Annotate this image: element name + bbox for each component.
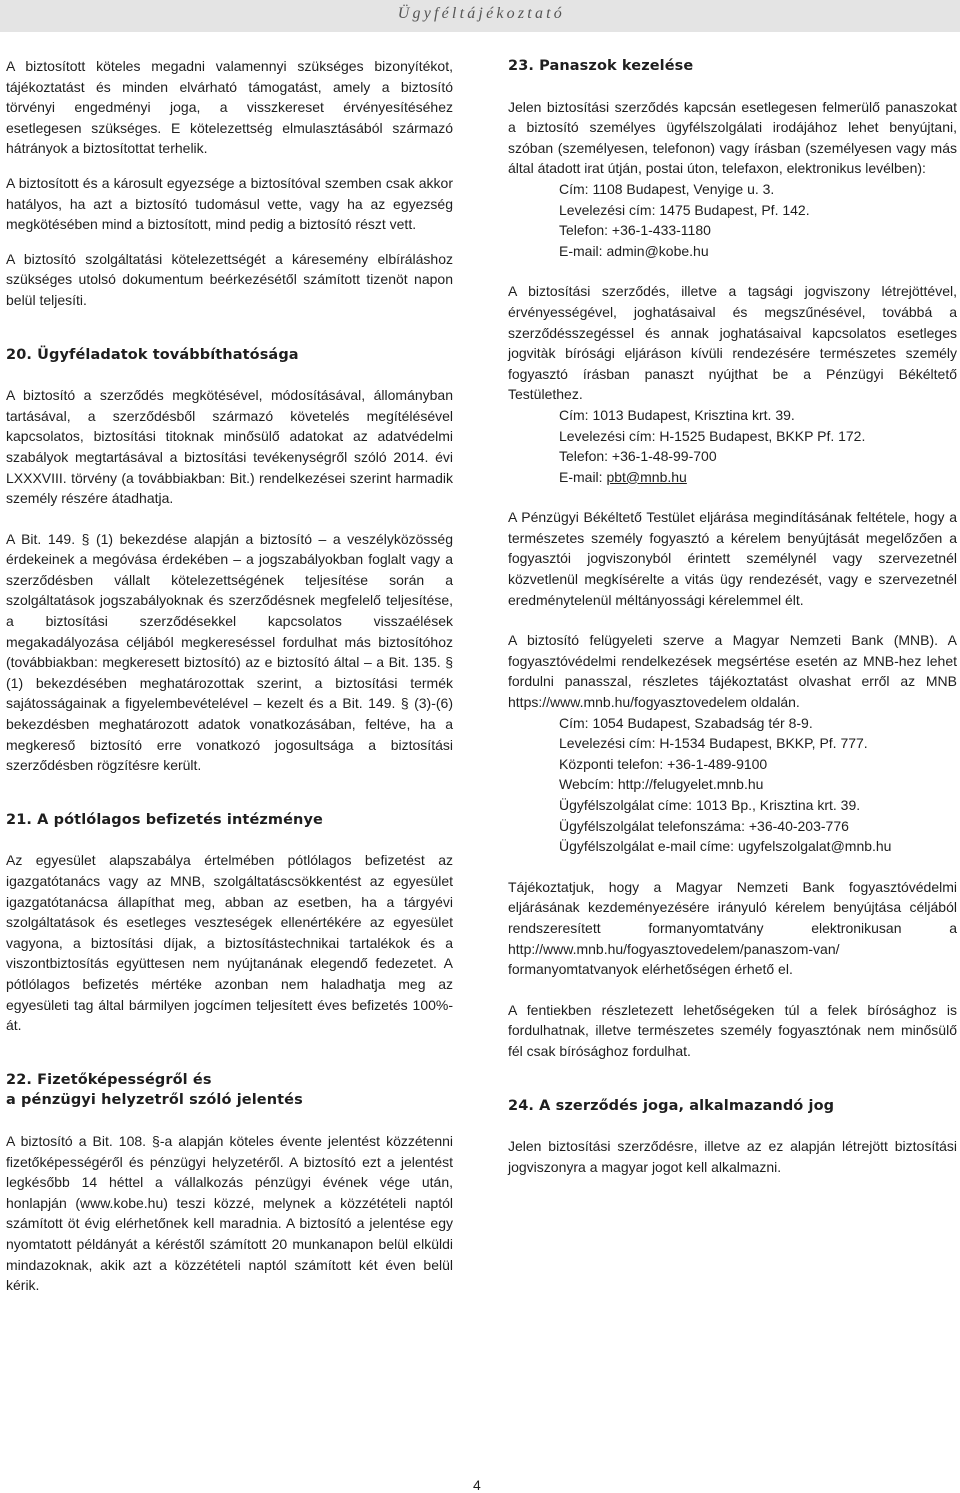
paragraph: A biztosító a Bit. 108. §-a alapján köteles évente jelentést közzétenni fizetőképességéről és pénzügyi helyzetéről. A biztosító ezt a jelentést legkésőbb 14 héttel a vállalkozás pénzügyi évének vége után, honlapján (www.kobe.hu) teszi közzé, melynek a közzétételi naptól számított öt évig elérhetőnek kell maradnia. A biztosító a jelentése egy nyomtatott példányát a kéréstől számított 20 munkanapon belül elküldi mindazoknak, akik azt a közzétételi naptól számított két éven belül kérik. bbox=[6, 1132, 453, 1294]
address-line: Központi telefon: +36-1-489-9100 bbox=[559, 755, 768, 772]
address-line: Ügyfélszolgálat címe: 1013 Bp., Krisztina krt. 39. bbox=[559, 797, 861, 813]
section-21-heading bbox=[6, 810, 453, 831]
section-22-heading bbox=[6, 1070, 453, 1111]
address-line: Cím: 1013 Budapest, Krisztina krt. 39. bbox=[559, 406, 795, 423]
section-title: Ügyféladatok továbbíthatósága bbox=[37, 346, 299, 363]
address-line: Cím: 1054 Budapest, Szabadság tér 8-9. bbox=[559, 714, 813, 731]
email-label: E-mail: bbox=[559, 468, 607, 485]
section-title: A pótlólagos befizetés intézménye bbox=[37, 811, 323, 828]
email-link[interactable]: pbt@mnb.hu bbox=[606, 468, 687, 485]
page-number: 4 bbox=[473, 1477, 481, 1493]
paragraph: A biztosító a szerződés megkötésével, módosításával, állományban tartásával, a szerződésből származó követelés megítélésével kapcsolatos, biztosítási titoknak minősülő adatokat az adatvédelmi szabályok megtartásával a biztosítási tevékenységről szóló 2014. évi LXXXVIII. törvény (a továbbiakban: Bit.) rendelkezései szerint harmadik személy részére átadhatja. bbox=[6, 387, 453, 507]
address-line: Cím: 1108 Budapest, Venyige u. 3. bbox=[559, 180, 775, 197]
paragraph: A biztosító felügyeleti szerve a Magyar Nemzeti Bank (MNB). A fogyasztóvédelmi rendelkezések megsértése esetén az MNB-hez lehet fordulni panasszal, részletes tájékoztatást olvashat erről az MNB https://www.mnb.hu/fogyasztovedelem oldalán. bbox=[508, 632, 957, 711]
header-title: Ügyféltájékoztató bbox=[397, 5, 565, 22]
section-24-heading bbox=[508, 1096, 957, 1117]
address-block-mnb bbox=[508, 713, 957, 857]
address-block-pbt bbox=[508, 405, 957, 487]
paragraph: A fentiekben részletezett lehetőségeken túl a felek bírósághoz is fordulhatnak, illetve természetes személy fogyasztónak nem minősülő fél csak bírósághoz fordulhat. bbox=[508, 1001, 957, 1059]
paragraph: A biztosító szolgáltatási kötelezettségét a káresemény elbíráláshoz szükséges utolsó dokumentum beérkezésétől számított tizenöt napon belül teljesíti. bbox=[6, 250, 453, 308]
section-number: 21. bbox=[6, 811, 32, 828]
section-title: Panaszok kezelése bbox=[539, 58, 694, 74]
page-header bbox=[0, 0, 960, 32]
address-line: Telefon: +36-1-48-99-700 bbox=[559, 448, 717, 465]
paragraph: A Pénzügyi Békéltető Testület eljárása megindításának feltétele, hogy a természetes személy fogyasztó a kérelem benyújtását megelőzően a fogyasztói jogviszonyból érintett személynél vagy szervezetnél közvetlenül megkísérelte a vitás ügy rendezését, vagy e szervezetnél eredménytelenül méltányossági kérelemmel élt. bbox=[508, 509, 957, 608]
address-line: Telefon: +36-1-433-1180 bbox=[559, 222, 711, 239]
section-title: A szerződés joga, alkalmazandó jog bbox=[539, 1097, 835, 1114]
address-line: E-mail: admin@kobe.hu bbox=[559, 242, 709, 259]
paragraph: Jelen biztosítási szerződés kapcsán esetlegesen felmerülő panaszokat a biztosító személyes ügyfélszolgálati irodájához lehet benyújtani, szóban (személyesen, telefonon) vagy írásban (személyesen vagy más által átadott irat útján, postai úton, telefaxon, elektronikus levélben): bbox=[508, 98, 957, 177]
paragraph: Tájékoztatjuk, hogy a Magyar Nemzeti Bank fogyasztóvédelmi eljárásának kezdeményezésére irányuló kérelem benyújtása céljából rendszeresített formanyomtatvány elektronikusan a http://www.mnb.hu/fogyasztovedelem/panaszom-van/ formanyomtatvanyok elérhetőségen érhető el. bbox=[508, 878, 957, 978]
address-line: Webcím: http://felugyelet.mnb.hu bbox=[559, 776, 764, 793]
paragraph: A biztosított köteles megadni valamennyi szükséges bizonyítékot, tájékoztatást és minden elvárható támogatást, amely a biztosító törvényi engedményi joga, a visszkereset érvényesítéséhez esetlegesen szükséges. E kötelezettség elmulasztásából származó hátrányok a biztosítottat terhelik. bbox=[6, 58, 453, 157]
section-20-heading bbox=[6, 345, 453, 366]
address-line: Levelezési cím: 1475 Budapest, Pf. 142. bbox=[559, 201, 810, 218]
left-column bbox=[6, 56, 453, 1296]
right-column bbox=[508, 56, 957, 1177]
section-number: 23. bbox=[508, 58, 534, 74]
address-line bbox=[559, 467, 957, 488]
paragraph: Jelen biztosítási szerződésre, illetve az ez alapján létrejött biztosítási jogviszonyra a magyar jogot kell alkalmazni. bbox=[508, 1138, 957, 1175]
paragraph: A Bit. 149. § (1) bekezdése alapján a biztosító – a veszélyközösség érdekeinek a megóvása érdekében – a jogszabályokban foglalt vagy a szerződésben vállalt kötelezettségének teljesítése során a szolgáltatások jogszabályoknak és szerződésnek megfelelő teljesítése, a biztosítási szerződésekkel kapcsolatos visszaélések megakadályozása céljából megkereséssel fordulhat más biztosítóhoz (továbbiakban: megkeresett biztosító) az e biztosító által – a Bit. 135. § (1) bekezdésében meghatározottak szerint, a biztosítási termék sajátosságainak a figyelembevételével – kezelt és a Bit. 149. § (3)-(6) bekezdésben meghatározott adatok vonatkozásában, feltéve, ha a megkereső biztosító erre vonatkozó jogosultsága a biztosítási szerződésben rögzítésre került. bbox=[6, 530, 453, 774]
section-title: Fizetőképességről és bbox=[37, 1071, 212, 1088]
paragraph: A biztosított és a károsult egyezsége a biztosítóval szemben csak akkor hatályos, ha azt a biztosító tudomásul vette, vagy ha az egyezség megkötésében mind a biztosított, mind pedig a biztosító részt vett. bbox=[6, 174, 453, 233]
paragraph: A biztosítási szerződés, illetve a tagsági jogviszony létrejöttével, érvényességével, joghatásaival és megszűnésével, továbbá a szerződésszegéssel és annak joghatásaival kapcsolatos esetleges jogvitàk bírósági eljáráson kívüli rendezésére természetes személy fogyasztó írásban panaszt nyújthat be a Pénzügyi Békéltető Testülethez. bbox=[508, 283, 957, 403]
section-number: 24. bbox=[508, 1097, 534, 1114]
paragraph: Az egyesület alapszabálya értelmében pótlólagos befizetést az igazgatótanács vagy az MNB, szolgáltatáscsökkentést az egyesület igazgatótanácsa állapíthat meg, abban az esetben, ha a tárgyévi szolgáltatások és esetleges veszteségek ellenértékére az egyesület vagyona, a biztosítási díjak, a biztosítástechnikai tartalékok és a viszontbiztosítás együttesen nem nyújtanának elegendő fedezetet. A pótlólagos befizetés mértéke azonban nem haladhatja meg az egyesületi tag által bármilyen jogcímen teljesített éves befizetés 100%-át. bbox=[6, 852, 453, 1034]
section-number: 20. bbox=[6, 346, 32, 363]
section-23-heading bbox=[508, 56, 957, 77]
address-block-insurer bbox=[508, 179, 957, 261]
address-line: Levelezési cím: H-1534 Budapest, BKKP, Pf. 777. bbox=[559, 735, 868, 752]
section-title: a pénzügyi helyzetről szóló jelentés bbox=[6, 1092, 303, 1109]
address-line: Ügyfélszolgálat e-mail címe: ugyfelszolgalat@mnb.hu bbox=[559, 838, 892, 855]
section-number: 22. bbox=[6, 1071, 32, 1088]
address-line: Levelezési cím: H-1525 Budapest, BKKP Pf. 172. bbox=[559, 427, 866, 444]
address-line: Ügyfélszolgálat telefonszáma: +36-40-203-776 bbox=[559, 817, 849, 834]
